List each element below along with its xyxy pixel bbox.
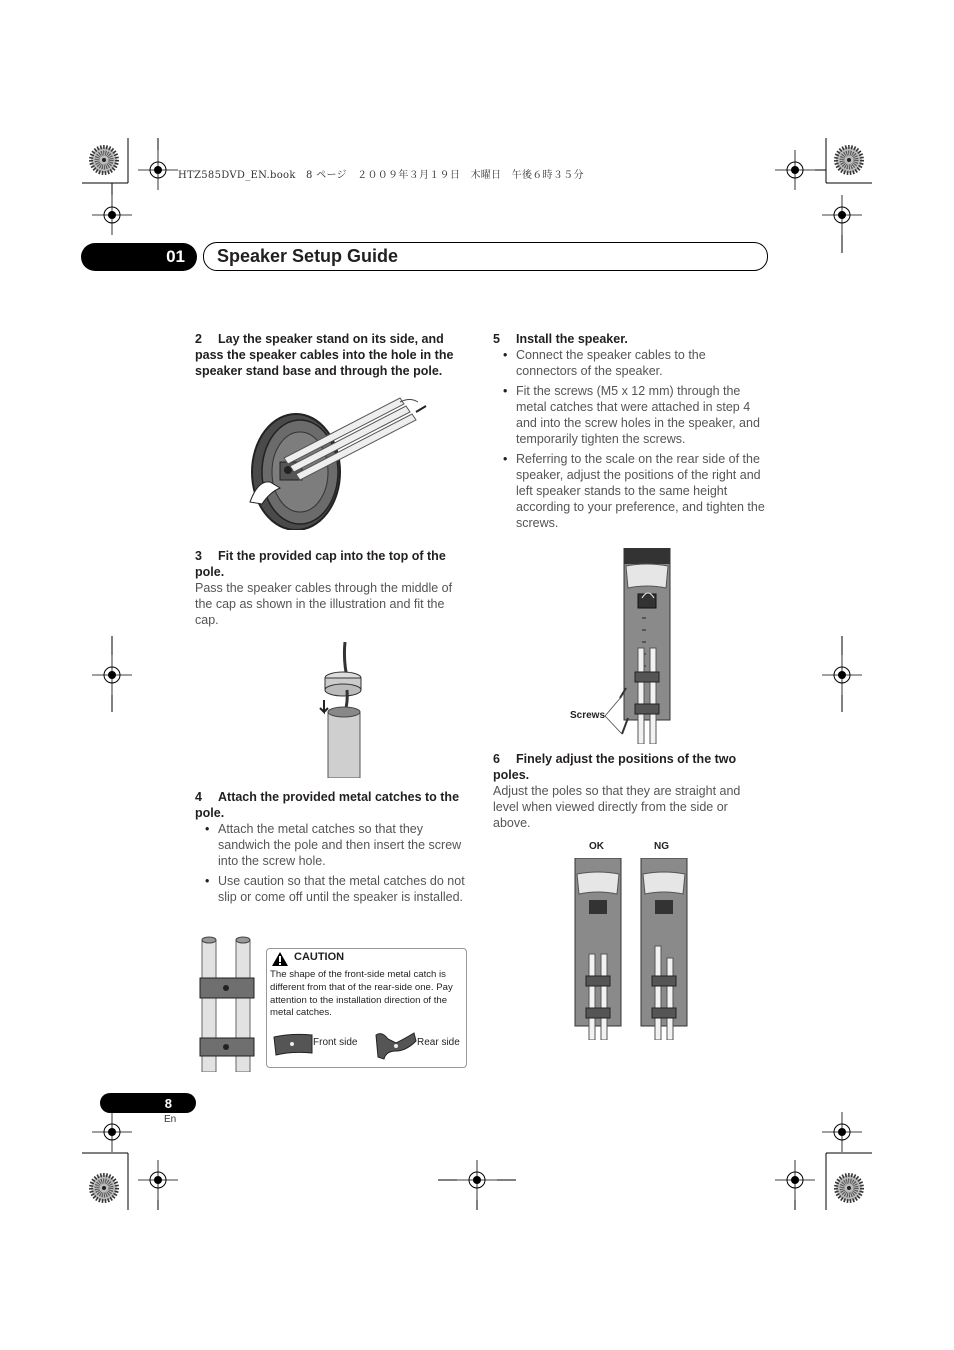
chapter-number: 01 (81, 243, 197, 271)
step-number: 3 (195, 549, 202, 563)
rear-side-label: Rear side (417, 1037, 460, 1048)
list-item: • Attach the metal catches so that they sandwich the pole and then insert the screw into the screw hole. (195, 821, 467, 869)
step-3-heading (195, 548, 470, 580)
step-6-heading (493, 751, 768, 783)
step-number: 6 (493, 752, 500, 766)
step-title: Lay the speaker stand on its side, and pass the speaker cables into the hole in the speaker stand base and through the pole. (195, 332, 454, 378)
step-3-text: Pass the speaker cables through the middle of the cap as shown in the illustration and fit the cap. (195, 581, 453, 627)
ng-label: NG (654, 841, 669, 852)
step-number: 5 (493, 332, 500, 346)
ok-label: OK (589, 841, 604, 852)
step-title: Finely adjust the positions of the two poles. (493, 752, 737, 782)
step-number: 2 (195, 332, 202, 346)
speaker-install-illustration (602, 548, 672, 744)
step-title: Install the speaker. (516, 332, 628, 346)
step-4-heading (195, 789, 470, 821)
step-5-heading (493, 331, 768, 347)
caution-box (266, 948, 467, 1068)
step-number: 4 (195, 790, 202, 804)
step-2-heading (195, 331, 470, 379)
list-item: • Use caution so that the metal catches do not slip or come off until the speaker is installed. (195, 873, 467, 905)
caution-title: CAUTION (294, 951, 345, 963)
ok-ng-illustration (573, 858, 689, 1040)
list-item: • Fit the screws (M5 x 12 mm) through the metal catches that were attached in step 4 and into the screw holes in the speaker, and temporarily tighten the screws. (493, 383, 768, 447)
step-6-text: Adjust the poles so that they are straight and level when viewed directly from the side or above. (493, 784, 741, 830)
ng-speaker (641, 858, 687, 1040)
step-title: Attach the provided metal catches to the pole. (195, 790, 460, 820)
list-item: • Referring to the scale on the rear side of the speaker, adjust the positions of the right and left speaker stands to the same height according to your preference, and tighten the screws. (493, 451, 768, 531)
step-4-bullets (195, 821, 467, 909)
file-header: HTZ585DVD_EN.book 8 ページ ２００９年３月１９日 木曜日 午後６時３５分 (178, 170, 584, 181)
ok-speaker (575, 858, 621, 1040)
chapter-title: Speaker Setup Guide (203, 242, 768, 271)
list-item: • Connect the speaker cables to the connectors of the speaker. (493, 347, 768, 379)
rear-catch-icon (374, 1029, 418, 1061)
caution-text: The shape of the front-side metal catch is different from that of the rear-side one. Pay attention to the installation direction of the metal catches. (270, 969, 453, 1019)
step-5-bullets (493, 347, 768, 535)
screws-label: Screws (570, 710, 606, 721)
step-title: Fit the provided cap into the top of the pole. (195, 549, 446, 579)
front-side-label: Front side (313, 1037, 358, 1048)
front-catch-icon (272, 1031, 314, 1057)
warning-icon (271, 951, 289, 967)
page-language: En (164, 1114, 177, 1125)
stand-base-illustration (240, 392, 430, 530)
metal-catch-illustration (196, 934, 262, 1072)
page-number: 8 (100, 1093, 196, 1113)
cap-pole-illustration (315, 642, 365, 778)
